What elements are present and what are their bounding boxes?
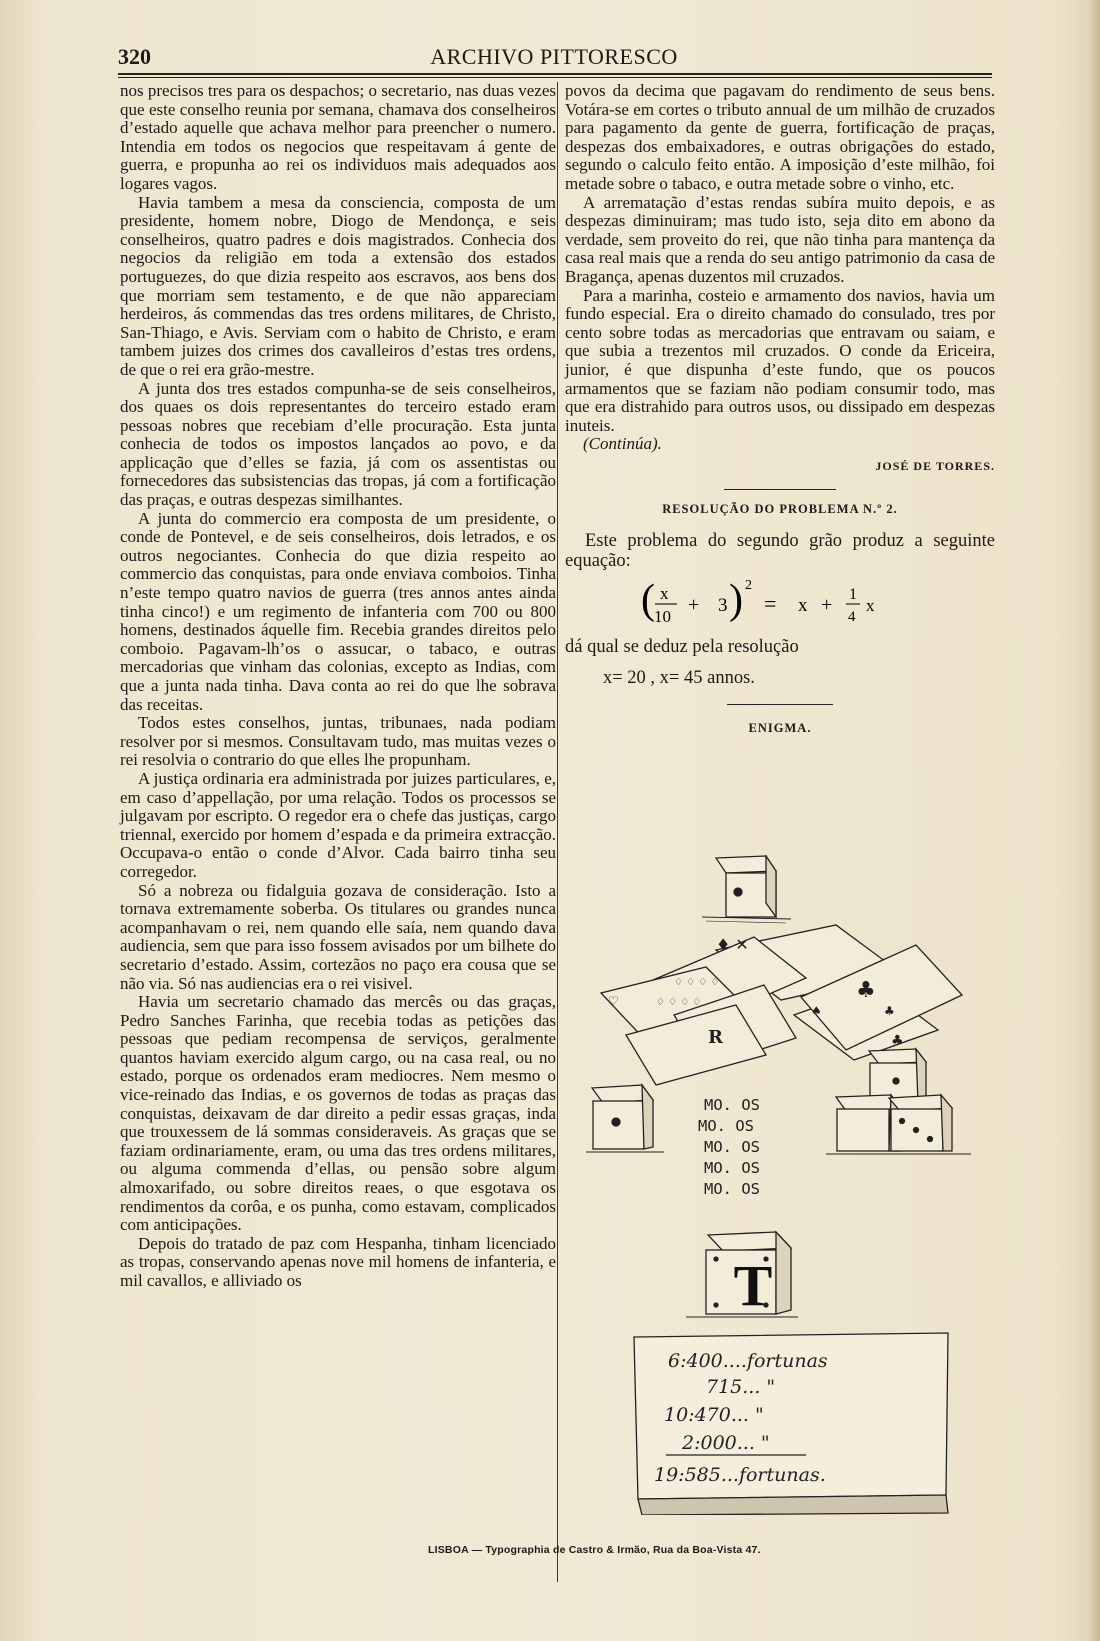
eq-plus-1: + <box>688 594 700 617</box>
left-paragraph: A junta do commercio era composta de um presidente, o conde de Pontevel, e de seis conselheiros, dois letrados, e os outros negociantes. Conhecia do que dizia respeito ao commercio das conquistas, para onde enviava comboios. Tinha n’este tempo quatro navios de guerra (tres annos antes ainda tinha cinco!) e um regimento de infanteria com 700 ou 800 homens, destinados áquelle fim. Recebia grandes direitos pelo comboio. Pagavam-lh’os o assucar, o tabaco, e outras mercadorias que vinham das colonias, excepto as Indias, com que a junta nada tinha. Dava conta ao rei do que lhe sobrava das receitas. <box>120 508 556 714</box>
slip-line-5: 19:585...fortunas. <box>654 1464 826 1486</box>
header-rule-thin <box>118 77 992 78</box>
card-clubs-small: ♣ <box>884 1004 895 1018</box>
mos-lines <box>698 1096 760 1198</box>
column-separator <box>557 82 558 1582</box>
left-paragraph: Havia um secretario chamado das mercês ou das graças, Pedro Sanches Farinha, que recebia todas as petições das pessoas que pediam recompensa de serviços, geralmente quantos haviam exercido algum cargo, ou na casa real, ou no estado, porque os ordenados eram mediocres. Nem mesmo o vice-reinado das Indias, e os governos de todas as praças das conquistas, deixavam de dar direito a pedir essas graças, inda que trouxessem de lá sommas consideraveis. As graças que se faziam ordinariamente, eram, ou uma das tres ordens militares, ou alguma commenda d’ellas, ou pensão sobre algum almoxarifado, ou sobre direitos reaes, o que esgotava os rendimentos da corôa, e os punha, como estavam, complicados com anticipações. <box>120 992 556 1235</box>
slip-line-2: 715... " <box>706 1376 776 1398</box>
card-pip: ♦ ✕ <box>716 935 749 954</box>
mos-line-1: MO. OS <box>704 1096 760 1114</box>
section-rule-2 <box>727 704 833 705</box>
eq-x-2: x <box>866 596 875 616</box>
problem-deduce: dá qual se deduz pela resolução <box>565 637 799 658</box>
card-pip-row: ♢ ♢ ♢ ♢ <box>674 977 720 988</box>
left-paragraph: nos precisos tres para os despachos; o secretario, nas duas vezes que este conselho reunia por semana, chamava dos conselheiros d’estado aquelle que achava melhor para preencher o numero. Intendia em todos os negocios que respeitavam á gente de guerra, e propunha ao rei os individuos mais adequados aos logares vagos. <box>120 81 556 193</box>
continua-note: (Continúa). <box>583 434 662 454</box>
mos-line-3: MO. OS <box>704 1138 760 1156</box>
mos-line-2: MO. OS <box>698 1117 754 1135</box>
slip-line-1: 6:400....fortunas <box>668 1350 828 1372</box>
author-signature: JOSÉ DE TORRES. <box>875 458 995 473</box>
mos-line-5: MO. OS <box>704 1180 760 1198</box>
left-paragraph: Depois do tratado de paz com Hespanha, tinham licenciado as tropas, conservando apenas nove mil homens de infanteria, e mil cavallos, e alliviado os <box>120 1233 556 1290</box>
card-letter: R <box>708 1027 723 1048</box>
eq-equals: = <box>764 591 777 617</box>
slip-line-4: 2:000... " <box>682 1432 770 1454</box>
card-spade: ♠ <box>811 1004 822 1018</box>
right-paragraphs <box>565 82 995 435</box>
card-pip-row-2: ♢ ♢ ♢ ♢ <box>656 997 702 1008</box>
page-number: 320 <box>118 44 151 69</box>
eq-paren-left: ( <box>641 577 655 624</box>
journal-title: ARCHIVO PITTORESCO <box>430 44 678 69</box>
problem-solution: x= 20 , x= 45 annos. <box>603 668 755 689</box>
eq-frac-num: x <box>660 584 669 604</box>
left-paragraph: A junta dos tres estados compunha-se de seis conselheiros, dos quaes os dois representantes do terceiro estado eram pessoas nobres que recebiam d’elle procuração. Esta junta conhecia de todos os impostos lançados ao povo, e da applicação que d’elles se fazia, já com os assentistas ou fornecedores das subsistencias das tropas, já com a fortificação das praças, e outras despezas similhantes. <box>120 378 556 510</box>
eq-exponent: 2 <box>745 578 752 594</box>
section-rule <box>724 489 836 490</box>
running-header <box>118 44 990 74</box>
eq-frac-den: 10 <box>654 607 671 627</box>
left-paragraph: Havia tambem a mesa da consciencia, composta de um presidente, homem nobre, Diogo de Mendonça, e seis conselheiros, quatro padres e dois magistrados. Conhecia dos negocios da religião em toda a extensão dos estados portuguezes, do que dizia respeito aos escravos, aos bens dos que morriam sem testamento, e de que não appareciam herdeiros, ás commendas das tres ordens militares, de Christo, San-Thiago, e Avis. Serviam com o habito de Christo, e eram tambem juizes dos crimes dos cavalleiros d’estas tres ordens, de que o rei era grão-mestre. <box>120 192 556 379</box>
eq-paren-right: ) <box>729 577 743 624</box>
right-paragraph: Para a marinha, costeio e armamento dos navios, havia um fundo especial. Era o direito chamado do consulado, tres por cento sobre todas as mercadorias que entravam ou saiam, e que subia a trezentos mil cruzados. O conde da Ericeira, junior, é que dispunha d’este fundo, que os poucos armamentos que se faziam não podiam consumir todo, mas que era distrahido para outros usos, ou dissipado em despezas inuteis. <box>565 285 995 435</box>
left-paragraph: Só a nobreza ou fidalguia gozava de consideração. Isto a tornava extremamente soberba. Os titulares ou grandes nunca acompanhavam o rei, nem quando elle saía, nem quando dava audiencia, sem que para isso fossem avisados por um bilhete do secretario d’estado. Assim, cortezãos no paço era cousa que se não via. Só nas audiencias era o rei visivel. <box>120 880 556 993</box>
problem-intro: Este problema do segundo grão produz a seguinte equação: <box>565 531 995 572</box>
die-letter-text: T <box>733 1253 773 1318</box>
mos-line-4: MO. OS <box>704 1159 760 1177</box>
equation-formula <box>565 575 995 631</box>
page-edge <box>1090 0 1100 1641</box>
right-paragraph: A arrematação d’estas rendas subíra muito depois, e as despezas diminuiram; mas tudo isto, seja dito em abono da verdade, sem proveito do rei, que não tinha para mantença da casa real mais que a renda do seu antigo patrimonio da casa de Bragança, apenas duzentos mil cruzados. <box>565 192 995 286</box>
eq-quarter-den: 4 <box>848 609 856 626</box>
dice-stack <box>826 1049 971 1154</box>
imprint-footer: LISBOA — Typographia de Castro & Irmão, Rua da Boa-Vista 47. <box>428 1544 761 1556</box>
die-left <box>586 1085 664 1152</box>
problem-heading: RESOLUÇÃO DO PROBLEMA N.º 2. <box>662 502 898 517</box>
right-paragraph: povos da decima que pagavam do rendimento de seus bens. Votára-se em cortes o tributo annual de um milhão de cruzados para pagamento da gente de guerra, fortificação de praças, despezas dos embaixadores, e outras obrigações do estado, segundo o calculo feito então. A imposição d’este milhão, foi metade sobre o tabaco, e outra metade sobre o vinho, etc. <box>565 81 995 193</box>
equation <box>565 575 995 631</box>
die-top <box>702 856 791 923</box>
left-paragraph: A justiça ordinaria era administrada por juizes particulares, e, em caso d’appellação, por uma relação. Todos os processos se julgavam por escripto. O regedor era o chefe das justiças, cargo triennal, exercido por homem d’espada e da primeira extracção. Occupava-o então o conde d’Alvor. Cada bairro tinha seu corregedor. <box>120 768 556 881</box>
eq-quarter-num: 1 <box>849 586 857 604</box>
header-rule <box>118 73 992 75</box>
left-column <box>120 82 556 1291</box>
eq-x: x <box>798 595 808 617</box>
eq-three: 3 <box>718 595 728 617</box>
eq-plus-2: + <box>821 594 833 617</box>
enigma-heading: ENIGMA. <box>748 720 812 735</box>
enigma-illustration <box>586 855 986 1515</box>
card-clubs-2: ♣ <box>891 1033 904 1049</box>
card-clubs: ♣ <box>856 978 876 1003</box>
slip-line-3: 10:470... " <box>664 1404 764 1426</box>
left-paragraph: Todos estes conselhos, juntas, tribunaes, nada podiam resolver por si mesmos. Consultavam tudo, mas muitas vezes o rei resolvia o contrario do que elles lhe propunham. <box>120 713 556 770</box>
right-column <box>565 82 995 737</box>
card-heart: ♡ <box>608 994 619 1008</box>
